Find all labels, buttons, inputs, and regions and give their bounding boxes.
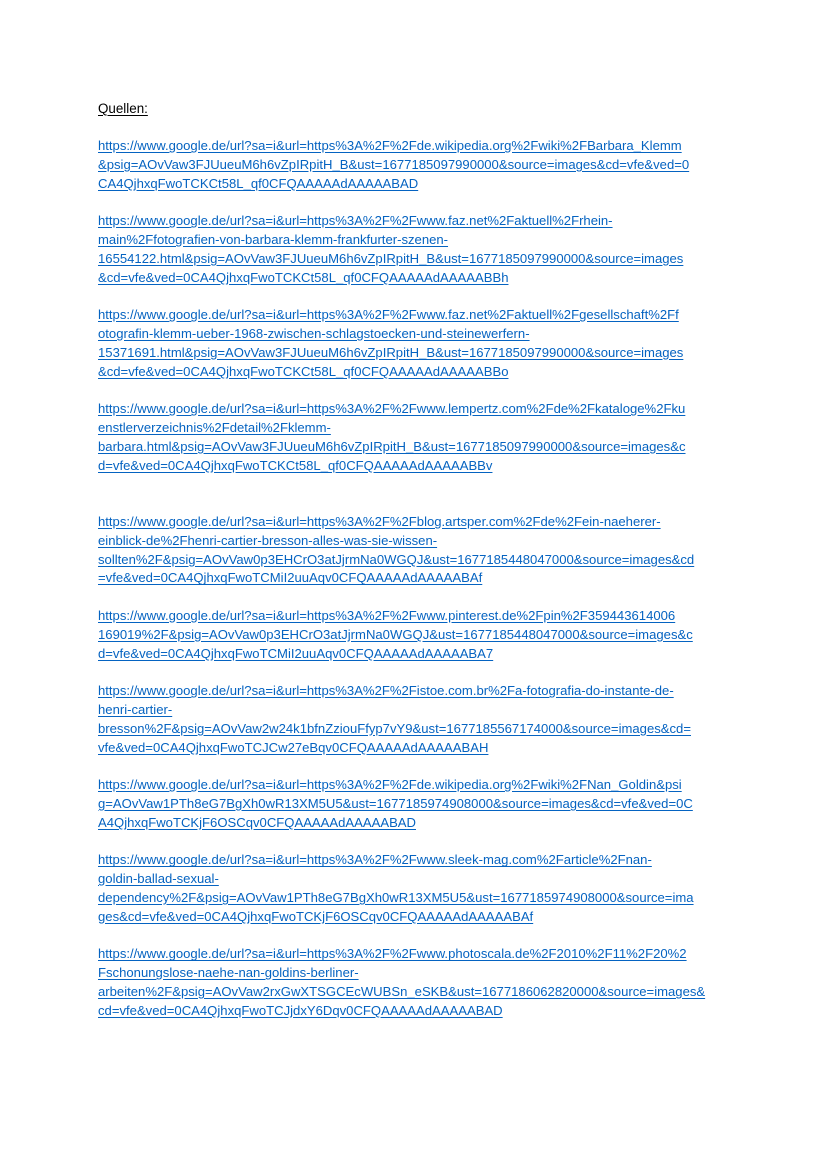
link-line: Fschonungslose-naehe-nan-goldins-berliner-: [98, 965, 359, 981]
link-line: https://www.google.de/url?sa=i&url=https%3A%2F%2Fwww.lempertz.com%2Fde%2Fkataloge%2Fku: [98, 401, 686, 417]
link-line: g=AOvVaw1PTh8eG7BgXh0wR13XM5U5&ust=1677185974908000&source=images&cd=vfe&ved=0C: [98, 795, 693, 811]
link-line: otografin-klemm-ueber-1968-zwischen-schlagstoecken-und-steinewerfern-: [98, 325, 530, 341]
source-link-4[interactable]: [98, 400, 738, 475]
link-line: https://www.google.de/url?sa=i&url=https%3A%2F%2Fistoe.com.br%2Fa-fotografia-do-instante-de-: [98, 683, 674, 699]
source-link-10[interactable]: [98, 945, 738, 1020]
link-line: https://www.google.de/url?sa=i&url=https%3A%2F%2Fwww.faz.net%2Faktuell%2Frhein-: [98, 213, 613, 229]
link-line: arbeiten%2F&psig=AOvVaw2rxGwXTSGCEcWUBSn_eSKB&ust=1677186062820000&source=images&: [98, 983, 706, 999]
source-link-8[interactable]: [98, 776, 738, 832]
link-line: https://www.google.de/url?sa=i&url=https%3A%2F%2Fwww.sleek-mag.com%2Farticle%2Fnan-: [98, 852, 652, 868]
link-line: dependency%2F&psig=AOvVaw1PTh8eG7BgXh0wR13XM5U5&ust=1677185974908000&source=ima: [98, 889, 694, 905]
source-link-1[interactable]: [98, 137, 738, 193]
link-line: =vfe&ved=0CA4QjhxqFwoTCMiI2uuAqv0CFQAAAAAdAAAAABAf: [98, 570, 483, 586]
link-line: 169019%2F&psig=AOvVaw0p3EHCrO3atJjrmNa0WGQJ&ust=1677185448047000&source=images&c: [98, 626, 693, 642]
link-line: d=vfe&ved=0CA4QjhxqFwoTCMiI2uuAqv0CFQAAAAAdAAAAABA7: [98, 645, 494, 661]
link-line: vfe&ved=0CA4QjhxqFwoTCJCw27eBqv0CFQAAAAAdAAAAABAH: [98, 739, 489, 755]
link-line: bresson%2F&psig=AOvVaw2w24k1bfnZziouFfyp7vY9&ust=1677185567174000&source=images&cd=: [98, 720, 691, 736]
link-line: barbara.html&psig=AOvVaw3FJUueuM6h6vZpIRpitH_B&ust=1677185097990000&source=images&c: [98, 438, 686, 454]
link-line: d=vfe&ved=0CA4QjhxqFwoTCKCt58L_qf0CFQAAAAAdAAAAABBv: [98, 457, 493, 473]
link-line: main%2Ffotografien-von-barbara-klemm-frankfurter-szenen-: [98, 231, 449, 247]
source-link-3[interactable]: [98, 306, 738, 381]
link-line: enstlerverzeichnis%2Fdetail%2Fklemm-: [98, 419, 331, 435]
source-link-7[interactable]: [98, 682, 738, 757]
link-line: goldin-ballad-sexual-: [98, 871, 219, 887]
link-line: https://www.google.de/url?sa=i&url=https%3A%2F%2Fblog.artsper.com%2Fde%2Fein-naeherer-: [98, 513, 661, 529]
link-line: https://www.google.de/url?sa=i&url=https%3A%2F%2Fwww.pinterest.de%2Fpin%2F359443614006: [98, 607, 676, 623]
link-line: ges&cd=vfe&ved=0CA4QjhxqFwoTCKjF6OSCqv0CFQAAAAAdAAAAABAf: [98, 908, 534, 924]
link-line: cd=vfe&ved=0CA4QjhxqFwoTCJjdxY6Dqv0CFQAAAAAdAAAAABAD: [98, 1002, 503, 1018]
link-line: 15371691.html&psig=AOvVaw3FJUueuM6h6vZpIRpitH_B&ust=1677185097990000&source=images: [98, 344, 684, 360]
link-line: https://www.google.de/url?sa=i&url=https%3A%2F%2Fwww.photoscala.de%2F2010%2F11%2F20%2: [98, 946, 687, 962]
link-line: &cd=vfe&ved=0CA4QjhxqFwoTCKCt58L_qf0CFQAAAAAdAAAAABBo: [98, 363, 509, 379]
sources-heading: Quellen:: [98, 101, 148, 116]
link-line: einblick-de%2Fhenri-cartier-bresson-alles-was-sie-wissen-: [98, 532, 438, 548]
link-line: sollten%2F&psig=AOvVaw0p3EHCrO3atJjrmNa0WGQJ&ust=1677185448047000&source=images&cd: [98, 551, 695, 567]
link-line: &psig=AOvVaw3FJUueuM6h6vZpIRpitH_B&ust=1677185097990000&source=images&cd=vfe&ved=0: [98, 156, 690, 172]
link-line: https://www.google.de/url?sa=i&url=https%3A%2F%2Fde.wikipedia.org%2Fwiki%2FBarbara_Klemm: [98, 138, 682, 153]
link-line: https://www.google.de/url?sa=i&url=https%3A%2F%2Fde.wikipedia.org%2Fwiki%2FNan_Goldin&psi: [98, 777, 682, 793]
link-line: henri-cartier-: [98, 701, 173, 717]
source-link-9[interactable]: [98, 851, 738, 926]
link-line: 16554122.html&psig=AOvVaw3FJUueuM6h6vZpIRpitH_B&ust=1677185097990000&source=images: [98, 250, 684, 266]
link-line: https://www.google.de/url?sa=i&url=https%3A%2F%2Fwww.faz.net%2Faktuell%2Fgesellschaft%2Ff: [98, 307, 679, 323]
link-line: &cd=vfe&ved=0CA4QjhxqFwoTCKCt58L_qf0CFQAAAAAdAAAAABBh: [98, 269, 509, 285]
sources-list: [98, 137, 738, 1020]
link-line: CA4QjhxqFwoTCKCt58L_qf0CFQAAAAAdAAAAABAD: [98, 175, 419, 191]
link-line: A4QjhxqFwoTCKjF6OSCqv0CFQAAAAAdAAAAABAD: [98, 814, 416, 830]
source-link-6[interactable]: [98, 607, 738, 663]
source-link-5[interactable]: [98, 513, 738, 588]
source-link-2[interactable]: [98, 212, 738, 287]
